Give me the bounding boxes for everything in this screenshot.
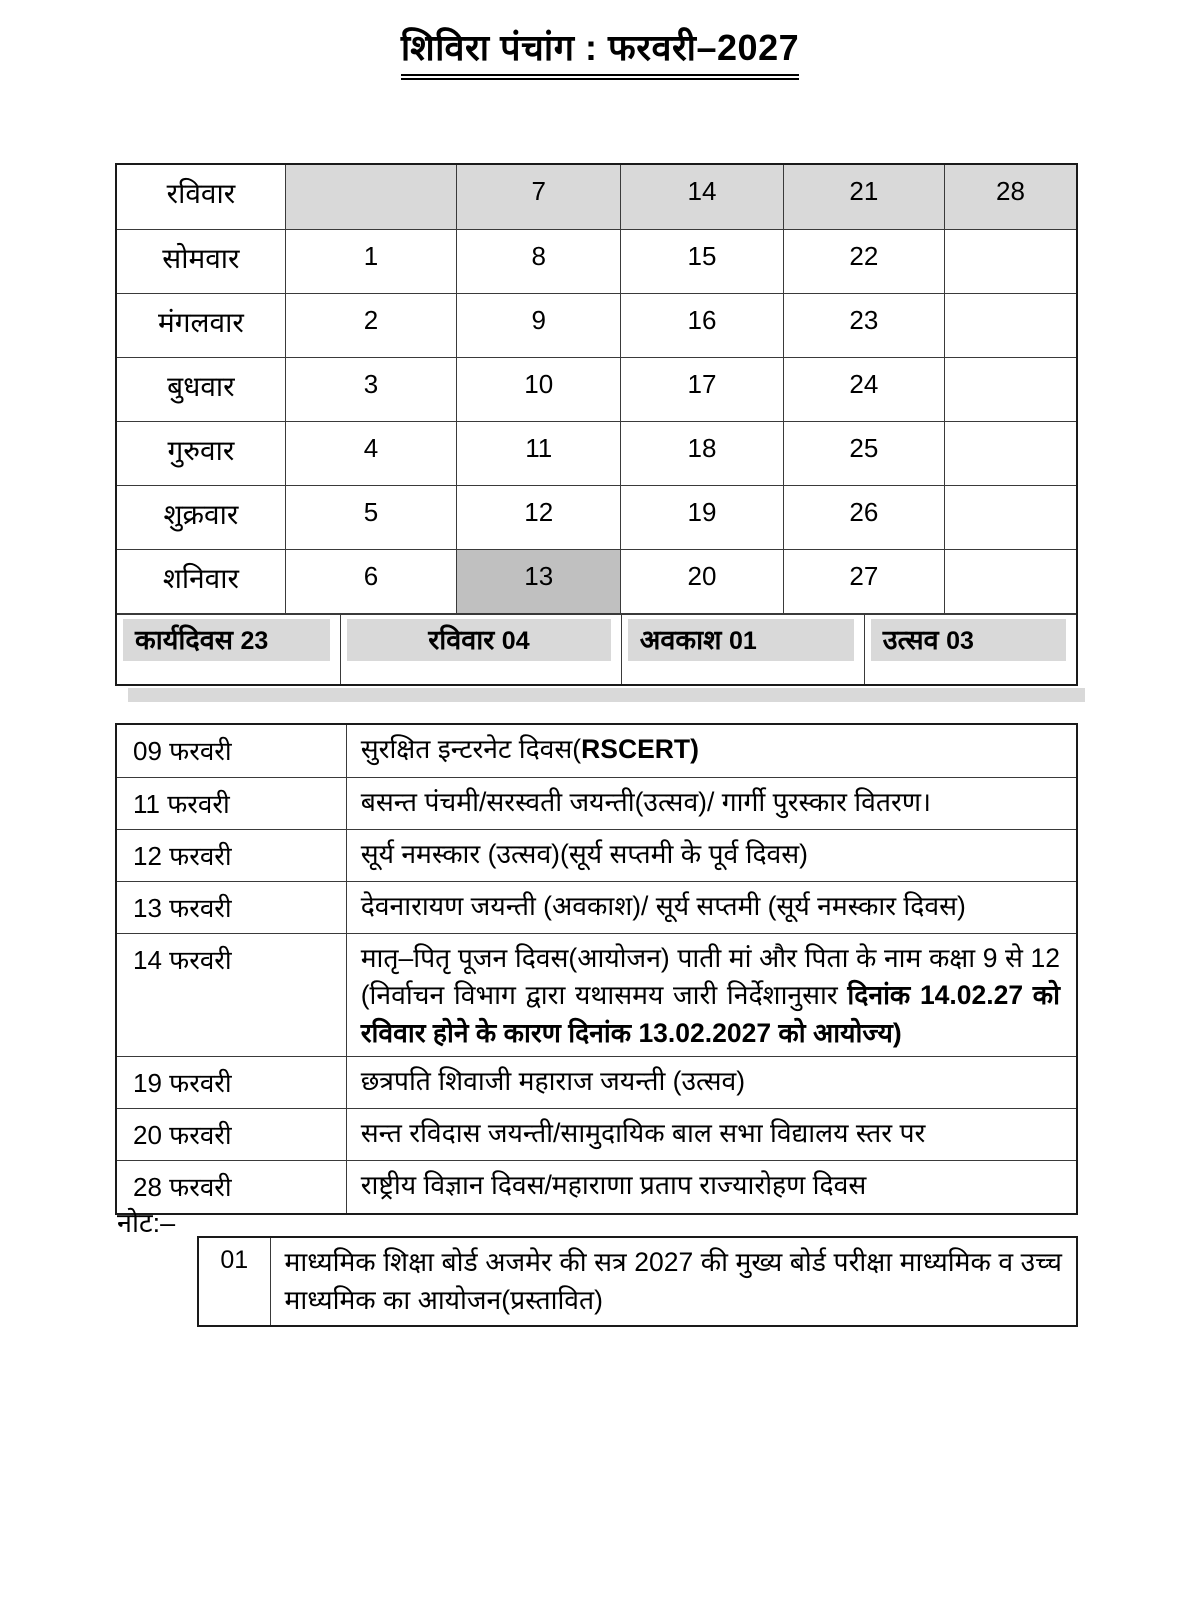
event-date: 20 फरवरी	[117, 1109, 346, 1161]
date-cell-18: 18	[621, 421, 783, 485]
date-cell-7: 7	[457, 165, 621, 229]
summary-label: उत्सव	[882, 624, 947, 655]
date-cell-empty	[944, 293, 1076, 357]
date-cell-24: 24	[783, 357, 944, 421]
calendar-row	[117, 357, 1076, 421]
summary-chip	[347, 619, 611, 661]
day-label: मंगलवार	[117, 293, 285, 357]
date-cell-9: 9	[457, 293, 621, 357]
event-text: सुरक्षित इन्टरनेट दिवस(	[360, 734, 582, 764]
date-cell-1: 1	[285, 229, 456, 293]
event-row	[117, 1161, 1076, 1213]
event-text: सूर्य नमस्कार (उत्सव)(सूर्य सप्तमी के पूर्व दिवस)	[360, 838, 809, 869]
event-date: 09 फरवरी	[117, 725, 346, 777]
title-bar	[0, 22, 1200, 80]
event-description	[346, 777, 1076, 829]
event-description	[346, 881, 1076, 933]
summary-cell	[341, 615, 622, 684]
summary-chip	[871, 619, 1066, 661]
date-cell-empty	[944, 357, 1076, 421]
event-description	[346, 933, 1076, 1057]
calendar-row	[117, 549, 1076, 613]
summary-chip	[123, 619, 330, 661]
date-cell-6: 6	[285, 549, 456, 613]
event-text: बसन्त पंचमी/सरस्वती जयन्ती(उत्सव)/ गार्गी पुरस्कार वितरण।	[360, 786, 932, 817]
date-cell-12: 12	[457, 485, 621, 549]
date-cell-27: 27	[783, 549, 944, 613]
date-cell-23: 23	[783, 293, 944, 357]
event-description	[346, 1161, 1076, 1213]
event-date: 11 फरवरी	[117, 777, 346, 829]
calendar-row	[117, 421, 1076, 485]
note-heading: नोट:–	[117, 1208, 176, 1238]
summary-cell	[865, 615, 1076, 684]
event-date: 13 फरवरी	[117, 881, 346, 933]
event-date: 19 फरवरी	[117, 1057, 346, 1109]
day-label: शुक्रवार	[117, 485, 285, 549]
event-text-bold: दिनांक 14.02.27 को रविवार होने के कारण दिनांक 13.02.2027 को आयोज्य)	[360, 980, 1060, 1048]
date-cell-empty	[944, 229, 1076, 293]
shaded-strip	[128, 688, 1085, 702]
event-text: मातृ–पितृ पूजन दिवस(आयोजन) पाती मां और पिता के नाम कक्षा 9 से 12 (निर्वाचन विभाग द्वारा यथासमय जारी निर्देशानुसार	[360, 942, 1060, 1011]
summary-cell	[117, 615, 341, 684]
date-cell-empty	[285, 165, 456, 229]
day-label: सोमवार	[117, 229, 285, 293]
calendar-body	[117, 165, 1076, 613]
event-date: 12 फरवरी	[117, 829, 346, 881]
date-cell-5: 5	[285, 485, 456, 549]
date-cell-26: 26	[783, 485, 944, 549]
event-text: सन्त रविदास जयन्ती/सामुदायिक बाल सभा विद्यालय स्तर पर	[360, 1118, 926, 1149]
date-cell-15: 15	[621, 229, 783, 293]
date-cell-empty	[944, 421, 1076, 485]
date-cell-4: 4	[285, 421, 456, 485]
summary-chip	[628, 619, 854, 661]
calendar-row	[117, 165, 1076, 229]
notes-body	[199, 1238, 1076, 1325]
summary-label: अवकाश	[639, 624, 730, 655]
day-label: गुरुवार	[117, 421, 285, 485]
summary-value: 03	[946, 626, 974, 655]
date-cell-17: 17	[621, 357, 783, 421]
event-row	[117, 829, 1076, 881]
calendar-row	[117, 485, 1076, 549]
day-label: बुधवार	[117, 357, 285, 421]
calendar-summary-row	[117, 614, 1076, 684]
event-text: देवनारायण जयन्ती (अवकाश)/ सूर्य सप्तमी (सूर्य नमस्कार दिवस)	[360, 890, 966, 921]
date-cell-22: 22	[783, 229, 944, 293]
page-title: शिविरा पंचांग : फरवरी–2027	[401, 22, 799, 80]
date-cell-16: 16	[621, 293, 783, 357]
date-cell-21: 21	[783, 165, 944, 229]
event-text: छत्रपति शिवाजी महाराज जयन्ती (उत्सव)	[360, 1066, 746, 1097]
date-cell-empty	[944, 485, 1076, 549]
note-text: माध्यमिक शिक्षा बोर्ड अजमेर की सत्र 2027 की मुख्य बोर्ड परीक्षा माध्यमिक व उच्च माध्यमिक का आयोजन(प्रस्तावित)	[270, 1238, 1076, 1325]
date-cell-13: 13	[457, 549, 621, 613]
event-description	[346, 829, 1076, 881]
date-cell-3: 3	[285, 357, 456, 421]
event-description	[346, 1057, 1076, 1109]
summary-value: 23	[240, 626, 269, 655]
day-label: शनिवार	[117, 549, 285, 613]
event-description	[346, 1109, 1076, 1161]
date-cell-10: 10	[457, 357, 621, 421]
calendar-row	[117, 293, 1076, 357]
date-cell-empty	[944, 549, 1076, 613]
note-number: 01	[199, 1238, 270, 1325]
events-body	[117, 725, 1076, 1213]
date-cell-14: 14	[621, 165, 783, 229]
summary-cell	[622, 615, 865, 684]
events-grid	[117, 725, 1076, 1213]
note-row	[199, 1238, 1076, 1325]
summary-label: कार्यदिवस	[135, 624, 241, 655]
date-cell-20: 20	[621, 549, 783, 613]
summary-value: 04	[501, 626, 530, 655]
notes-grid	[199, 1238, 1076, 1325]
event-row	[117, 881, 1076, 933]
date-cell-11: 11	[457, 421, 621, 485]
event-date: 14 फरवरी	[117, 933, 346, 1057]
event-row	[117, 1057, 1076, 1109]
event-row	[117, 725, 1076, 777]
summary-value: 01	[729, 626, 757, 655]
day-label: रविवार	[117, 165, 285, 229]
summary-label: रविवार	[428, 624, 502, 655]
event-description	[346, 725, 1076, 777]
event-text: राष्ट्रीय विज्ञान दिवस/महाराणा प्रताप राज्यारोहण दिवस	[360, 1170, 867, 1201]
event-row	[117, 777, 1076, 829]
event-row	[117, 1109, 1076, 1161]
date-cell-28: 28	[944, 165, 1076, 229]
notes-table	[197, 1236, 1078, 1327]
calendar-row	[117, 229, 1076, 293]
calendar-table	[115, 163, 1078, 686]
date-cell-8: 8	[457, 229, 621, 293]
date-cell-19: 19	[621, 485, 783, 549]
event-date: 28 फरवरी	[117, 1161, 346, 1213]
event-row	[117, 933, 1076, 1057]
events-table	[115, 723, 1078, 1215]
date-cell-2: 2	[285, 293, 456, 357]
date-cell-25: 25	[783, 421, 944, 485]
calendar-grid	[117, 165, 1076, 614]
event-text-bold: RSCERT)	[581, 734, 699, 764]
